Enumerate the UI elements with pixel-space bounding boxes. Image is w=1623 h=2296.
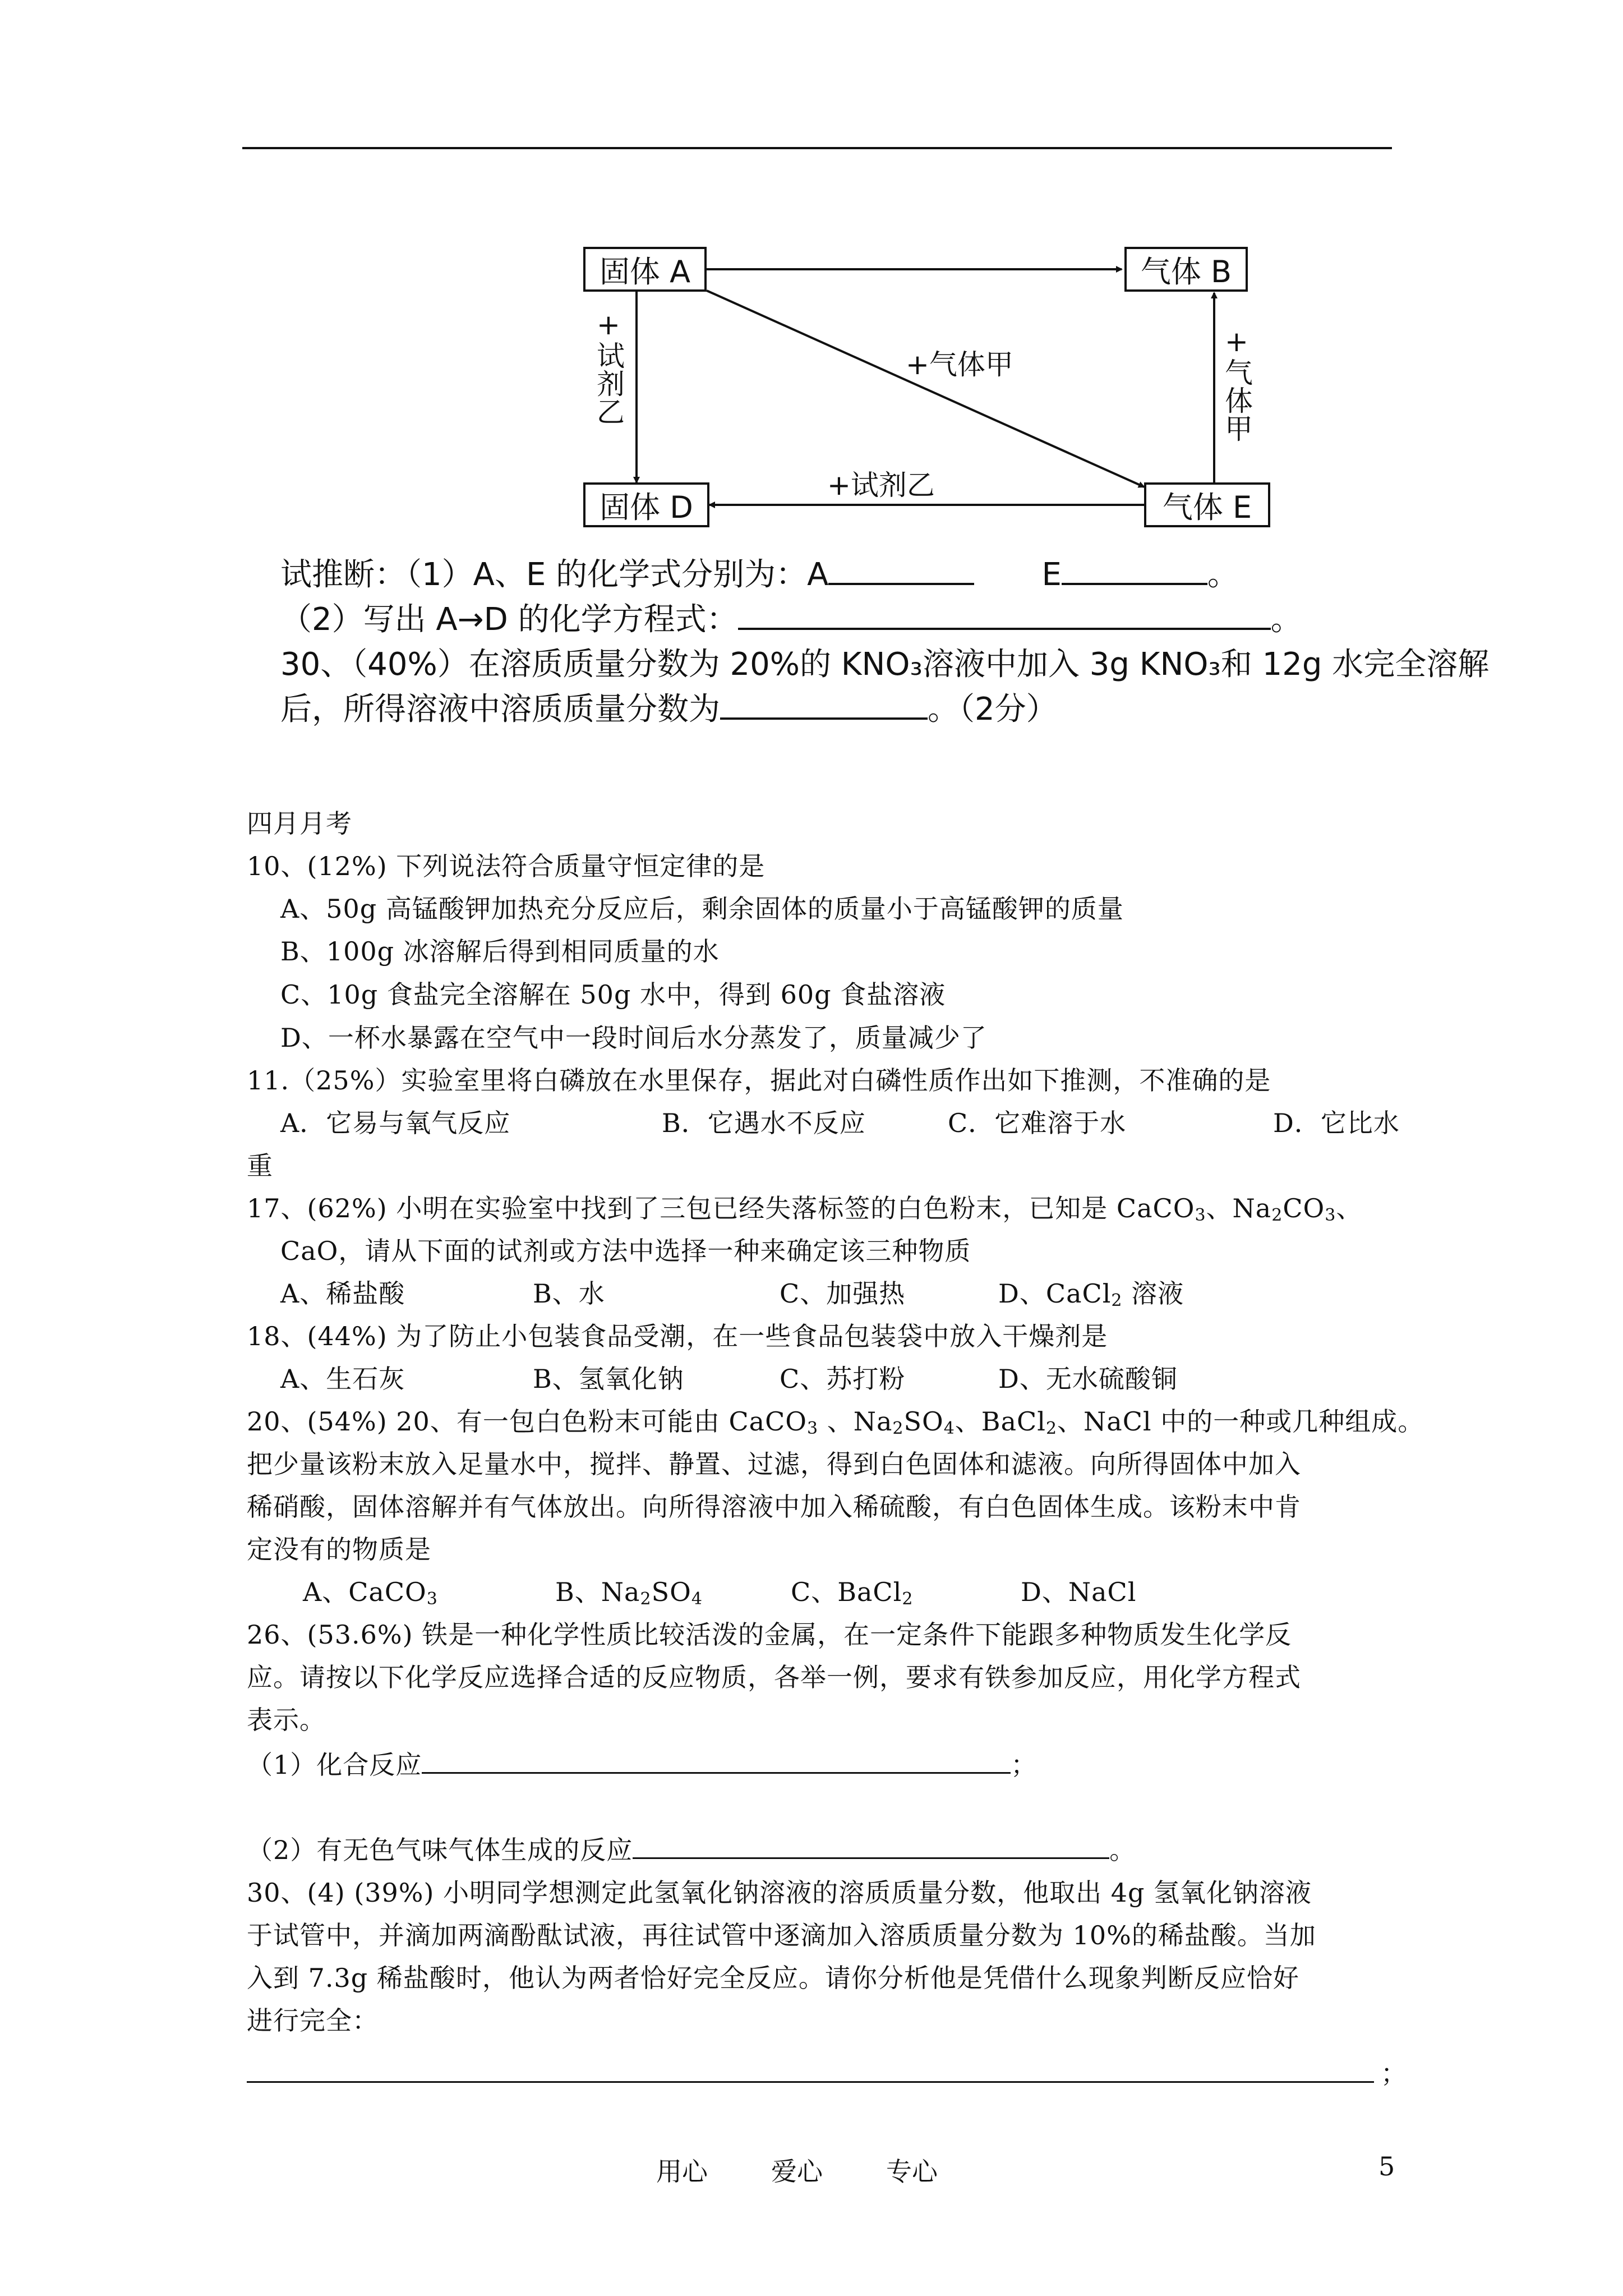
page-number: 5	[1378, 2151, 1395, 2182]
q20-line4: 定没有的物质是	[247, 1534, 431, 1565]
q18-option-d: D、无水硫酸铜	[998, 1364, 1178, 1394]
q30-end-mark: ；	[1381, 2058, 1407, 2088]
scan-line-2: （2）写出 A→D 的化学方程式： 。	[280, 601, 1302, 638]
q26-line1: 26、(53.6%) 铁是一种化学性质比较活泼的金属，在一定条件下能跟多种物质发生化学反	[247, 1619, 1292, 1650]
blank-equation-a-d[interactable]	[738, 601, 1271, 630]
q20-line3: 稀硝酸，固体溶解并有气体放出。向所得溶液中加入稀硫酸，有白色固体生成。该粉末中肯	[247, 1492, 1301, 1522]
q18-option-c: C、苏打粉	[780, 1364, 906, 1394]
q26-part2: （2）有无色气味气体生成的反应 。	[247, 1835, 1136, 1865]
q10-option-b: B、100g 冰溶解后得到相同质量的水	[280, 936, 720, 967]
q26-part2-answer-blank[interactable]	[633, 1835, 1109, 1859]
node-solid-d: 固体 D	[583, 482, 709, 527]
footer-right: 专心	[886, 2156, 938, 2187]
q18-option-b: B、氢氧化钠	[533, 1364, 684, 1394]
q30-line3: 入到 7.3g 稀盐酸时，他认为两者恰好完全反应。请你分析他是凭借什么现象判断反应恰好	[247, 1963, 1299, 1993]
blank-mass-fraction[interactable]	[720, 691, 928, 720]
q11-stem: 11.（25%）实验室里将白磷放在水里保存，据此对白磷性质作出如下推测，不准确的是	[247, 1065, 1271, 1096]
label-e-to-d: +试剂乙	[827, 469, 935, 501]
q10-option-c: C、10g 食盐完全溶解在 50g 水中，得到 60g 食盐溶液	[280, 979, 946, 1010]
q10-option-a: A、50g 高锰酸钾加热充分反应后，剩余固体的质量小于高锰酸钾的质量	[280, 894, 1124, 924]
footer-left: 用心	[656, 2156, 708, 2187]
q11-option-d-cont: 重	[247, 1151, 273, 1181]
q10-option-d: D、一杯水暴露在空气中一段时间后水分蒸发了，质量减少了	[280, 1023, 987, 1053]
q17-option-b: B、水	[533, 1278, 605, 1309]
q18-option-a: A、生石灰	[280, 1364, 405, 1394]
label-a-to-d: +试剂乙	[592, 309, 625, 425]
blank-a[interactable]	[828, 556, 974, 585]
q11-option-d: D．它比水	[1273, 1108, 1400, 1138]
node-solid-a: 固体 A	[583, 247, 707, 292]
q20-option-c: C、BaCl$_2$	[791, 1577, 914, 1609]
scan-line-4: 后，所得溶液中溶质质量分数为 。（2分）	[280, 691, 1058, 728]
q20-option-a: A、CaCO$_3$	[303, 1577, 438, 1609]
header-rule	[242, 147, 1392, 149]
footer-mid: 爱心	[771, 2156, 823, 2187]
q26-part1-answer-blank[interactable]	[422, 1750, 1011, 1774]
q30-line4: 进行完全：	[247, 2005, 379, 2036]
q20-line1: 20、(54%) 20、有一包白色粉末可能由 CaCO$_3$ 、$Na_2SO_4$、BaCl$_2$、NaCl 中的一种或几种组成。	[247, 1406, 1424, 1438]
q20-option-d: D、NaCl	[1021, 1577, 1137, 1607]
q17-option-c: C、加强热	[780, 1278, 906, 1309]
scan-line-3: 30、（40%）在溶质质量分数为 20%的 KNO₃溶液中加入 3g KNO₃和 12g 水完全溶解	[280, 646, 1490, 683]
q20-line2: 把少量该粉末放入足量水中，搅拌、静置、过滤，得到白色固体和滤液。向所得固体中加入	[247, 1449, 1301, 1479]
q26-part1: （1）化合反应 ；	[247, 1750, 1038, 1780]
label-e-to-b: +气体甲	[1220, 325, 1253, 442]
q26-line2: 应。请按以下化学反应选择合适的反应物质，各举一例，要求有铁参加反应，用化学方程式	[247, 1662, 1301, 1692]
q26-line3: 表示。	[247, 1705, 326, 1735]
q20-option-b: B、$Na_2SO_4$	[555, 1577, 703, 1609]
node-gas-b: 气体 B	[1124, 247, 1248, 292]
q17-stem: 17、(62%) 小明在实验室中找到了三包已经失落标签的白色粉末，已知是 CaCO$_3$、$Na_2CO_3$、	[247, 1193, 1363, 1225]
q17-option-a: A、稀盐酸	[280, 1278, 405, 1309]
q30-answer-line[interactable]	[247, 2081, 1374, 2083]
node-gas-e: 气体 E	[1144, 482, 1270, 527]
q11-option-b: B．它遇水不反应	[662, 1108, 866, 1138]
arrow-a-to-e	[707, 291, 1144, 487]
q17-option-d: D、CaCl$_2$ 溶液	[998, 1278, 1184, 1310]
label-a-to-e: +气体甲	[906, 348, 1013, 381]
q17-stem-line2: CaO，请从下面的试剂或方法中选择一种来确定该三种物质	[280, 1236, 971, 1266]
blank-e[interactable]	[1062, 556, 1207, 585]
q30-line1: 30、(4) (39%) 小明同学想测定此氢氧化钠溶液的溶质质量分数，他取出 4g 氢氧化钠溶液	[247, 1878, 1312, 1908]
section-title: 四月月考	[247, 808, 352, 839]
q10-stem: 10、(12%) 下列说法符合质量守恒定律的是	[247, 851, 766, 881]
q18-stem: 18、(44%) 为了防止小包装食品受潮，在一些食品包装袋中放入干燥剂是	[247, 1321, 1108, 1351]
q11-option-c: C．它难溶于水	[948, 1108, 1127, 1138]
q11-option-a: A．它易与氧气反应	[280, 1108, 511, 1138]
reaction-diagram	[583, 247, 1279, 539]
q30-line2: 于试管中，并滴加两滴酚酞试液，再往试管中逐滴加入溶质质量分数为 10%的稀盐酸。当加	[247, 1920, 1316, 1950]
scan-line-1: 试推断：（1）A、E 的化学式分别为：A E 。	[280, 556, 1239, 593]
